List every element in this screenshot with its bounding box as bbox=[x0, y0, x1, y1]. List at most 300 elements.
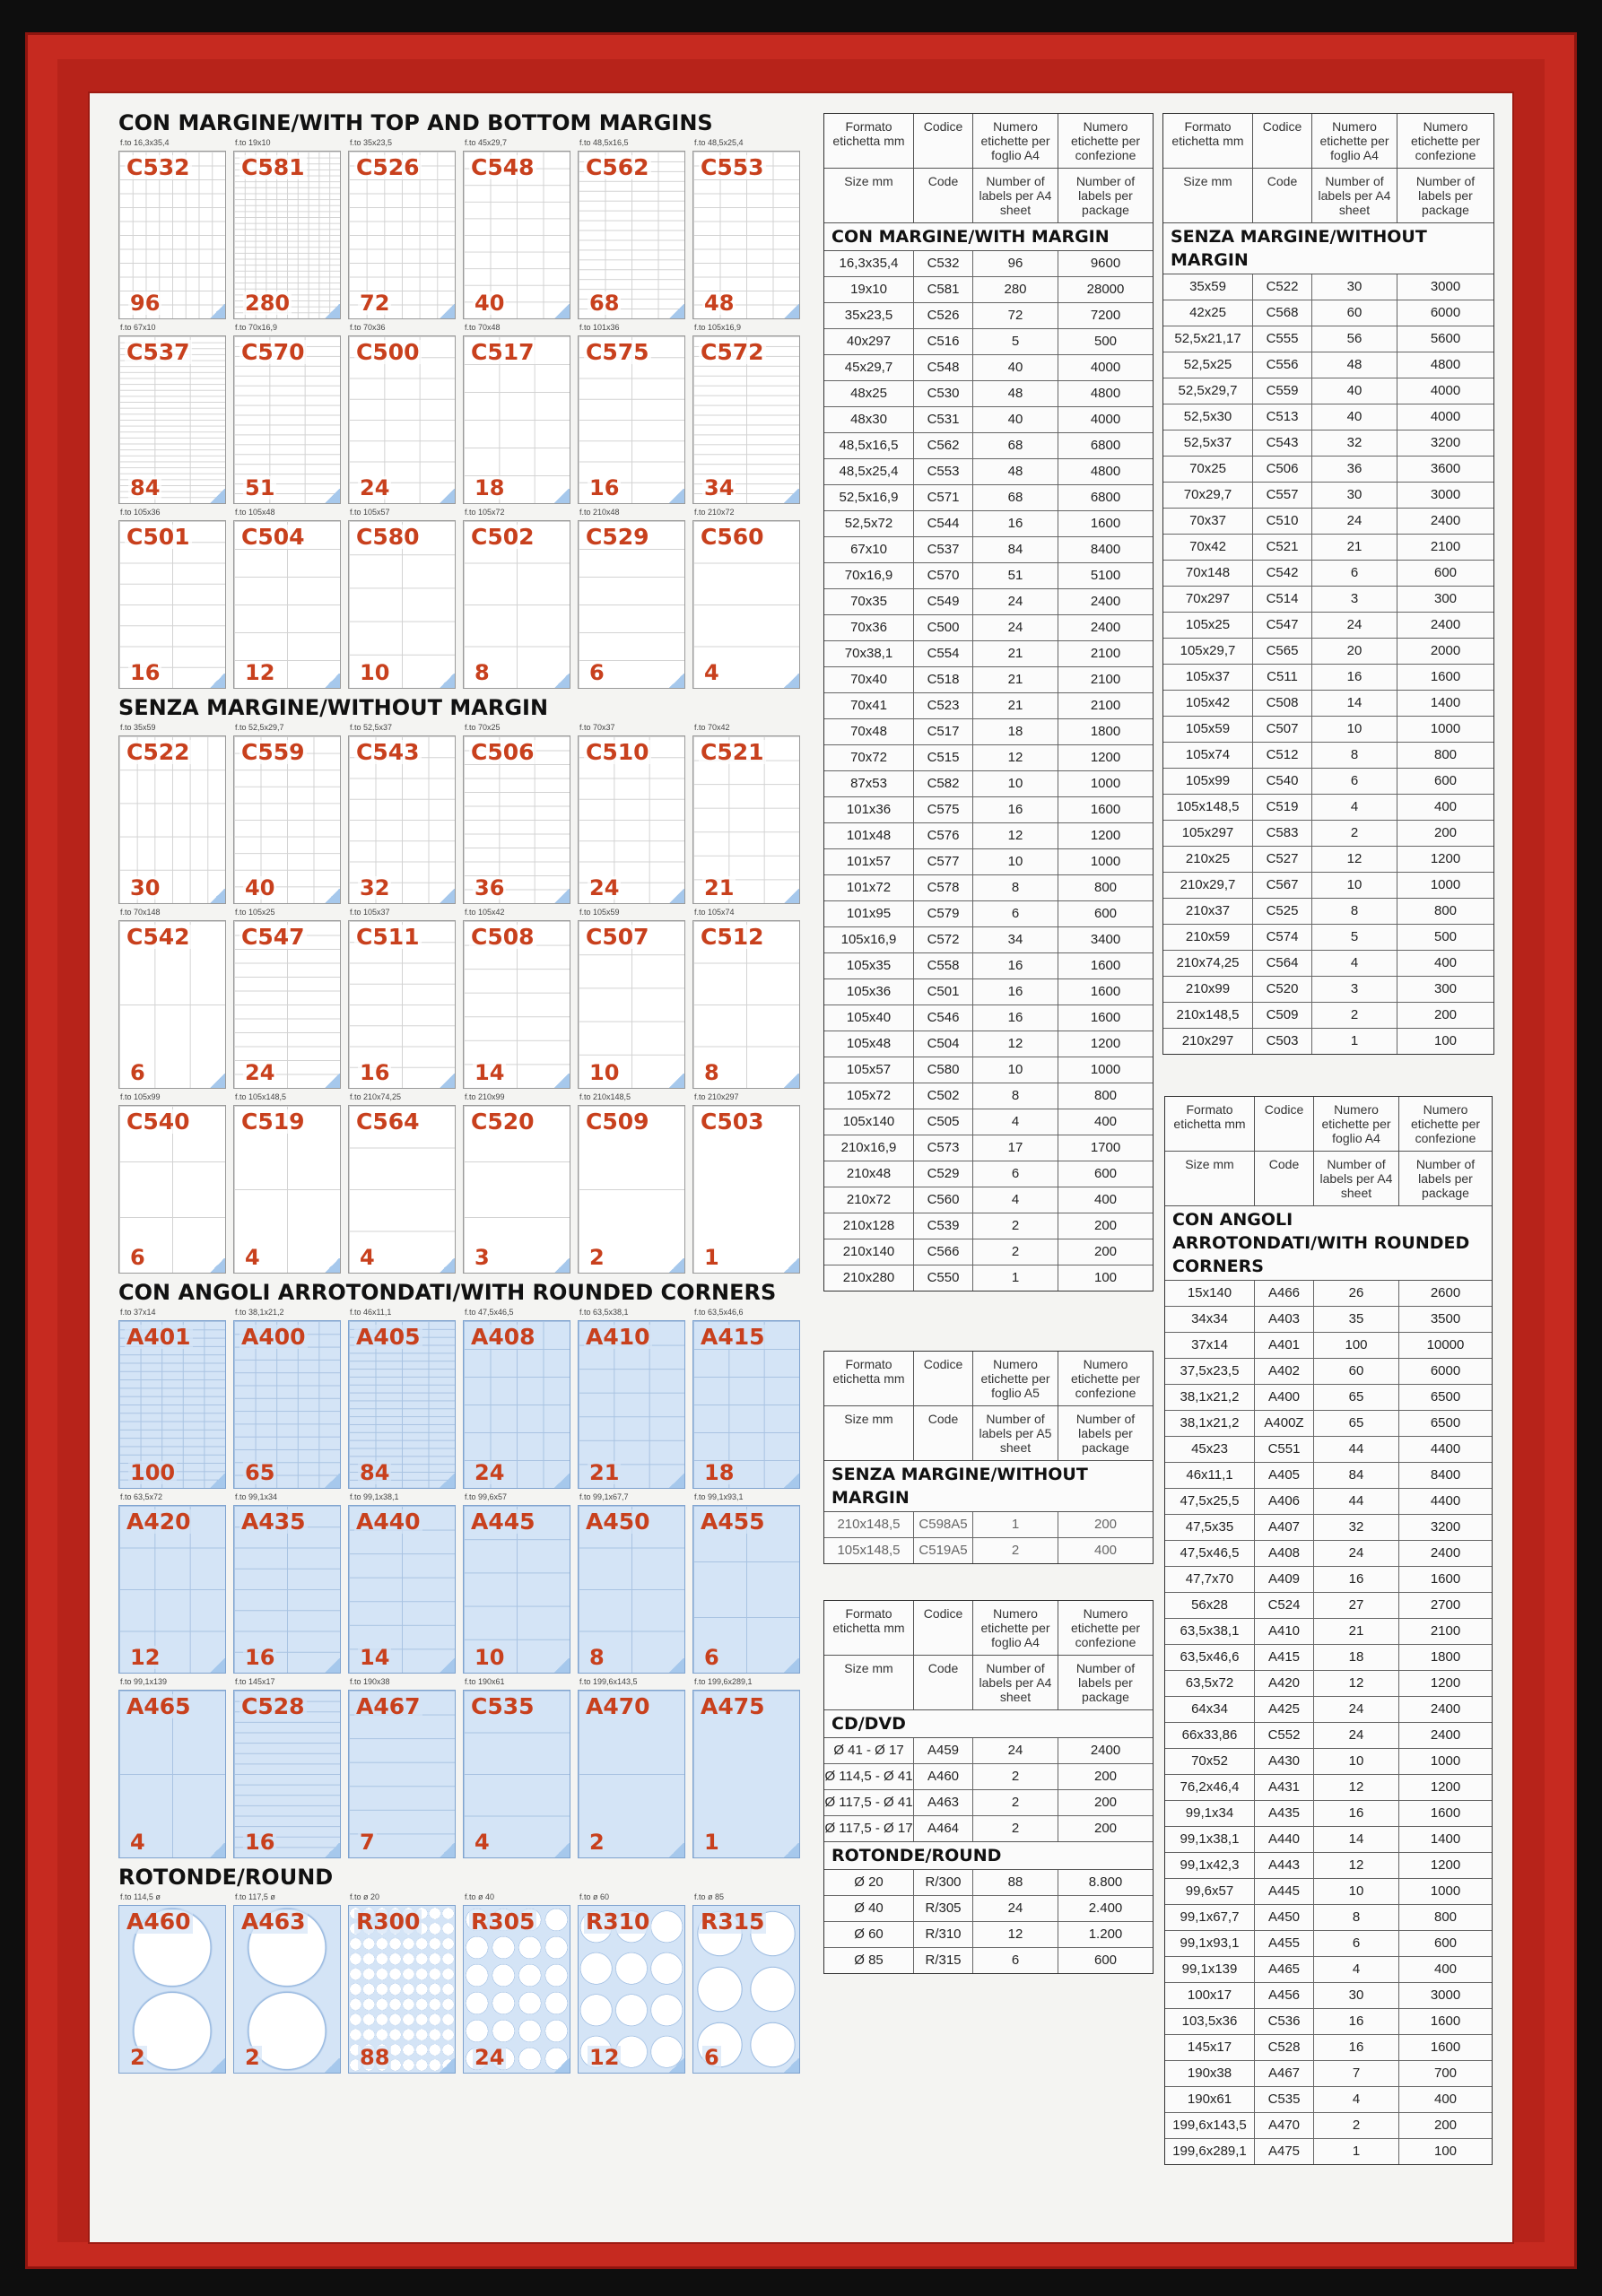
label-sheet bbox=[463, 1690, 570, 1858]
table-cell: 1600 bbox=[1090, 958, 1121, 973]
label-code: C501 bbox=[126, 524, 190, 550]
label-code: C570 bbox=[241, 339, 305, 365]
table-cell: C567 bbox=[1253, 873, 1312, 898]
table-cell: C549 bbox=[914, 589, 973, 614]
section-title: CON MARGINE/WITH TOP AND BOTTOM MARGINS bbox=[118, 110, 713, 135]
label-size-caption: f.to 48,5x25,4 bbox=[694, 138, 744, 147]
label-code: C507 bbox=[586, 924, 649, 950]
section-title: ROTONDE/ROUND bbox=[118, 1865, 334, 1890]
label-count: 72 bbox=[360, 291, 390, 316]
label-count: 18 bbox=[475, 475, 505, 500]
table-cell: A465 bbox=[1255, 1957, 1314, 1982]
label-sheet bbox=[233, 1905, 341, 2074]
table-cell: A408 bbox=[1255, 1541, 1314, 1566]
table-row bbox=[1165, 1801, 1492, 1827]
table-cell: 16 bbox=[973, 979, 1058, 1004]
header-cell: Numero etichette per foglio A4 bbox=[1312, 114, 1397, 169]
label-size-caption: f.to 19x10 bbox=[235, 138, 271, 147]
label-code: A440 bbox=[356, 1509, 421, 1535]
label-size-caption: f.to 38,1x21,2 bbox=[235, 1308, 284, 1317]
label-sheet bbox=[348, 735, 456, 904]
header-cell: Numero etichette per confezione bbox=[1058, 1601, 1153, 1656]
label-count: 24 bbox=[589, 875, 620, 900]
header-cell: Number of labels per A4 sheet bbox=[973, 1656, 1058, 1710]
table-row bbox=[1165, 1697, 1492, 1723]
label-count: 96 bbox=[130, 291, 161, 316]
table-cell: 4800 bbox=[1090, 386, 1121, 401]
table-with-margin bbox=[823, 113, 1154, 1292]
header-cell: Numero etichette per confezione bbox=[1397, 114, 1493, 169]
table-cell: 210x48 bbox=[824, 1161, 914, 1187]
label-size-caption: f.to 70x148 bbox=[120, 908, 161, 917]
table-cell: C547 bbox=[1253, 613, 1312, 638]
table-cell: 3000 bbox=[1430, 487, 1461, 502]
table-cell: 3 bbox=[1312, 977, 1397, 1002]
table-cell: 8400 bbox=[1430, 1467, 1461, 1483]
label-preview bbox=[578, 1892, 685, 2077]
table-cell: 24 bbox=[973, 1738, 1058, 1763]
table-cell: 16 bbox=[1314, 1567, 1399, 1592]
table-row bbox=[1165, 1567, 1492, 1593]
table-cell: 70x37 bbox=[1163, 509, 1253, 534]
table-cell: A467 bbox=[1255, 2061, 1314, 2086]
table-cell: 16 bbox=[1314, 1801, 1399, 1826]
table-cell: 70x38,1 bbox=[824, 641, 914, 666]
table-cell: 6500 bbox=[1430, 1389, 1461, 1405]
table-cell: 52,5x21,17 bbox=[1163, 326, 1253, 352]
label-size-caption: f.to 70x25 bbox=[465, 723, 501, 732]
label-code: A400 bbox=[241, 1324, 306, 1350]
table-cell: C531 bbox=[914, 407, 973, 432]
table-cell: 105x37 bbox=[1163, 665, 1253, 690]
table-row bbox=[824, 953, 1153, 979]
header-cell: Formato etichetta mm bbox=[1165, 1097, 1255, 1152]
table-cell: 24 bbox=[1312, 509, 1397, 534]
table-cell: 7200 bbox=[1090, 308, 1121, 323]
header-cell: Codice bbox=[914, 1601, 973, 1656]
label-count: 6 bbox=[704, 1645, 719, 1670]
table-cell: C565 bbox=[1253, 639, 1312, 664]
table-cell: 105x59 bbox=[1163, 717, 1253, 742]
page-curl-icon bbox=[209, 304, 225, 318]
table-cell: 300 bbox=[1433, 591, 1458, 606]
table-cell: 199,6x143,5 bbox=[1165, 2113, 1255, 2138]
table-cell: 4000 bbox=[1090, 360, 1121, 375]
label-sheet bbox=[578, 520, 685, 689]
label-sheet bbox=[348, 1505, 456, 1674]
label-code: C504 bbox=[241, 524, 305, 550]
page-curl-icon bbox=[324, 1658, 340, 1673]
table-cell: 800 bbox=[1433, 747, 1458, 762]
page-curl-icon bbox=[783, 1474, 799, 1488]
table-cell: C556 bbox=[1253, 352, 1312, 378]
table-row bbox=[824, 1948, 1153, 1973]
table-row bbox=[1163, 613, 1493, 639]
table-cell: 1600 bbox=[1430, 669, 1461, 684]
table-cell: 12 bbox=[973, 823, 1058, 848]
table-cell: A400 bbox=[1255, 1385, 1314, 1410]
table-cell: 24 bbox=[973, 1896, 1058, 1921]
table-cell: 52,5x37 bbox=[1163, 430, 1253, 456]
label-size-caption: f.to 70x42 bbox=[694, 723, 730, 732]
table-body bbox=[824, 1738, 1153, 1841]
table-cell: 70x297 bbox=[1163, 587, 1253, 612]
label-sheet bbox=[348, 1905, 456, 2074]
table-cell: 56 bbox=[1312, 326, 1397, 352]
table-cell: 105x29,7 bbox=[1163, 639, 1253, 664]
table-cell: 70x48 bbox=[824, 719, 914, 744]
table-cell: R/315 bbox=[914, 1948, 973, 1973]
table-cell: C503 bbox=[1253, 1029, 1312, 1054]
label-preview bbox=[348, 508, 456, 692]
table-cell: 64x34 bbox=[1165, 1697, 1255, 1722]
table-row bbox=[1165, 1333, 1492, 1359]
table-cell: C510 bbox=[1253, 509, 1312, 534]
table-cell: 8.800 bbox=[1088, 1874, 1123, 1890]
table-row bbox=[824, 1790, 1153, 1816]
table-cell: 40 bbox=[1312, 378, 1397, 404]
table-cell: 145x17 bbox=[1165, 2035, 1255, 2060]
table-cell: 105x297 bbox=[1163, 821, 1253, 846]
table-row bbox=[824, 641, 1153, 667]
table-cell: 2 bbox=[1312, 821, 1397, 846]
table-cell: 3000 bbox=[1430, 1987, 1461, 2003]
page-curl-icon bbox=[439, 1258, 455, 1273]
table-row bbox=[1165, 1853, 1492, 1879]
label-count: 24 bbox=[360, 475, 390, 500]
table-cell: Ø 117,5 - Ø 17 bbox=[824, 1816, 914, 1841]
table-cell: 5 bbox=[1312, 925, 1397, 950]
table-row bbox=[1163, 925, 1493, 951]
table-cell: 105x148,5 bbox=[1163, 795, 1253, 820]
table-cell: C517 bbox=[914, 719, 973, 744]
table-row bbox=[1165, 2035, 1492, 2061]
table-cell: 37,5x23,5 bbox=[1165, 1359, 1255, 1384]
table-cell: 2100 bbox=[1430, 1623, 1461, 1639]
label-size-caption: f.to 105x48 bbox=[235, 508, 275, 517]
table-row bbox=[824, 1135, 1153, 1161]
table-cell: 40x297 bbox=[824, 329, 914, 354]
table-cell: 400 bbox=[1433, 1961, 1458, 1977]
table-cell: 10000 bbox=[1426, 1337, 1465, 1352]
table-cell: C516 bbox=[914, 329, 973, 354]
page-curl-icon bbox=[783, 1658, 799, 1673]
label-code: A435 bbox=[241, 1509, 306, 1535]
table-cell: C505 bbox=[914, 1109, 973, 1135]
table-cell: C580 bbox=[914, 1057, 973, 1083]
table-cell: C506 bbox=[1253, 457, 1312, 482]
header-cell: Number of labels per package bbox=[1399, 1152, 1492, 1206]
table-row bbox=[1163, 691, 1493, 717]
table-row bbox=[824, 537, 1153, 563]
table-row bbox=[824, 1109, 1153, 1135]
table-cell: 51 bbox=[973, 563, 1058, 588]
label-grid bbox=[118, 723, 831, 1277]
label-size-caption: f.to ø 20 bbox=[350, 1892, 380, 1901]
table-cell: A435 bbox=[1255, 1801, 1314, 1826]
table-cell: C568 bbox=[1253, 300, 1312, 326]
label-count: 12 bbox=[130, 1645, 161, 1670]
table-header bbox=[1163, 114, 1493, 223]
table-cell: C532 bbox=[914, 251, 973, 276]
table-cell: 400 bbox=[1433, 799, 1458, 814]
label-preview bbox=[233, 1092, 341, 1277]
table-cell: C540 bbox=[1253, 769, 1312, 794]
table-cell: 16 bbox=[973, 511, 1058, 536]
table-cell: 36 bbox=[1312, 457, 1397, 482]
label-sheet bbox=[578, 1905, 685, 2074]
label-sheet bbox=[118, 1690, 226, 1858]
label-size-caption: f.to 114,5 ø bbox=[120, 1892, 161, 1901]
table-row bbox=[1165, 1515, 1492, 1541]
table-cell: 70x40 bbox=[824, 667, 914, 692]
table-cell: 3600 bbox=[1430, 461, 1461, 476]
table-body-round bbox=[824, 1870, 1153, 1973]
table-row bbox=[1165, 1983, 1492, 2009]
table-cell: 4000 bbox=[1430, 383, 1461, 398]
label-size-caption: f.to 70x36 bbox=[350, 323, 386, 332]
table-row bbox=[1165, 1827, 1492, 1853]
table-row bbox=[1163, 404, 1493, 430]
label-size-caption: f.to 99,1x93,1 bbox=[694, 1492, 744, 1501]
table-cell: 1800 bbox=[1090, 724, 1121, 739]
table-row bbox=[1163, 587, 1493, 613]
header-cell: Number of labels per package bbox=[1058, 1656, 1153, 1710]
table-row bbox=[824, 1187, 1153, 1213]
label-count: 16 bbox=[130, 660, 161, 685]
table-cell: 34x34 bbox=[1165, 1307, 1255, 1332]
label-count: 2 bbox=[589, 1245, 605, 1270]
table-cell: 105x40 bbox=[824, 1005, 914, 1031]
label-size-caption: f.to 210x99 bbox=[465, 1092, 505, 1101]
label-sheet bbox=[578, 335, 685, 504]
table-cell: C553 bbox=[914, 459, 973, 484]
page-curl-icon bbox=[324, 304, 340, 318]
table-cell: 6 bbox=[973, 1161, 1058, 1187]
label-size-caption: f.to 35x59 bbox=[120, 723, 156, 732]
label-sheet bbox=[692, 1105, 800, 1274]
table-cell: 70x25 bbox=[1163, 457, 1253, 482]
label-code: C542 bbox=[126, 924, 190, 950]
table-header bbox=[824, 1601, 1153, 1710]
table-cell: 2400 bbox=[1430, 1545, 1461, 1561]
table-cell: C562 bbox=[914, 433, 973, 458]
page-curl-icon bbox=[668, 489, 684, 503]
table-row bbox=[1165, 2113, 1492, 2139]
table-cell: C543 bbox=[1253, 430, 1312, 456]
table-cell: 6 bbox=[973, 901, 1058, 926]
page-curl-icon bbox=[553, 1258, 570, 1273]
table-cell: 190x61 bbox=[1165, 2087, 1255, 2112]
label-size-caption: f.to 105x99 bbox=[120, 1092, 161, 1101]
table-cell: A456 bbox=[1255, 1983, 1314, 2008]
label-code: C526 bbox=[356, 154, 420, 180]
table-cell: C518 bbox=[914, 667, 973, 692]
table-cell: C537 bbox=[914, 537, 973, 562]
label-size-caption: f.to 210x48 bbox=[579, 508, 620, 517]
label-size-caption: f.to 105x57 bbox=[350, 508, 390, 517]
table-cell: C555 bbox=[1253, 326, 1312, 352]
table-cell: 17 bbox=[973, 1135, 1058, 1161]
label-sheet bbox=[233, 1320, 341, 1489]
table-cell: A402 bbox=[1255, 1359, 1314, 1384]
table-row bbox=[824, 1057, 1153, 1083]
table-cell: C519A5 bbox=[914, 1538, 973, 1563]
table-cell: 65 bbox=[1314, 1411, 1399, 1436]
table-cell: 200 bbox=[1433, 1007, 1458, 1022]
table-row bbox=[1163, 274, 1493, 300]
table-cell: A401 bbox=[1255, 1333, 1314, 1358]
table-cell: 10 bbox=[1314, 1879, 1399, 1904]
table-cell: 6 bbox=[1312, 561, 1397, 586]
table-cell: C574 bbox=[1253, 925, 1312, 950]
table-cell: 800 bbox=[1433, 903, 1458, 918]
table-cell: 2400 bbox=[1430, 1727, 1461, 1743]
table-row bbox=[1165, 1281, 1492, 1307]
table-row bbox=[824, 797, 1153, 823]
label-preview bbox=[463, 1092, 570, 1277]
table-row bbox=[824, 1161, 1153, 1187]
label-preview bbox=[348, 1492, 456, 1677]
table-cell: 48,5x16,5 bbox=[824, 433, 914, 458]
table-without-margin bbox=[1162, 113, 1494, 1055]
label-code: C502 bbox=[471, 524, 535, 550]
header-cell: Number of labels per A4 sheet bbox=[1314, 1152, 1399, 1206]
table-cell: 6 bbox=[1314, 1931, 1399, 1956]
table-cell: 210x128 bbox=[824, 1213, 914, 1239]
table-cell: 200 bbox=[1093, 1821, 1118, 1836]
table-cell: A425 bbox=[1255, 1697, 1314, 1722]
label-preview bbox=[578, 508, 685, 692]
table-cell: 210x280 bbox=[824, 1265, 914, 1291]
label-sheet bbox=[348, 920, 456, 1089]
table-cell: C511 bbox=[1253, 665, 1312, 690]
table-cell: 200 bbox=[1093, 1769, 1118, 1784]
table-cell: A466 bbox=[1255, 1281, 1314, 1306]
label-count: 1 bbox=[704, 1830, 719, 1855]
label-sheet bbox=[692, 335, 800, 504]
table-cell: 400 bbox=[1093, 1543, 1118, 1558]
table-cell: 70x148 bbox=[1163, 561, 1253, 586]
table-cell: 100 bbox=[1314, 1333, 1399, 1358]
table-row bbox=[824, 1083, 1153, 1109]
label-preview bbox=[692, 1892, 800, 2077]
table-cell: 4 bbox=[1314, 2087, 1399, 2112]
table-cell: 2 bbox=[973, 1764, 1058, 1789]
section-title: SENZA MARGINE/WITHOUT MARGIN bbox=[118, 695, 549, 720]
table-cell: 190x38 bbox=[1165, 2061, 1255, 2086]
header-cell: Numero etichette per foglio A4 bbox=[973, 114, 1058, 169]
label-size-caption: f.to 105x42 bbox=[465, 908, 505, 917]
header-cell: Code bbox=[1255, 1152, 1314, 1206]
table-cell: R/300 bbox=[914, 1870, 973, 1895]
table-cell: A470 bbox=[1255, 2113, 1314, 2138]
table-cell: 9600 bbox=[1090, 256, 1121, 271]
label-size-caption: f.to 63,5x38,1 bbox=[579, 1308, 629, 1317]
table-cell: C577 bbox=[914, 849, 973, 874]
label-code: A470 bbox=[586, 1693, 650, 1719]
label-code: A420 bbox=[126, 1509, 191, 1535]
table-cell: 2400 bbox=[1430, 513, 1461, 528]
table-cell: C544 bbox=[914, 511, 973, 536]
header-cell: Size mm bbox=[1163, 169, 1253, 223]
table-cell: C564 bbox=[1253, 951, 1312, 976]
page-curl-icon bbox=[783, 1843, 799, 1857]
table-row bbox=[824, 615, 1153, 641]
table-cell: 87x53 bbox=[824, 771, 914, 796]
table-cell: 600 bbox=[1093, 1952, 1118, 1968]
table-row bbox=[1165, 1593, 1492, 1619]
table-cell: 5100 bbox=[1090, 568, 1121, 583]
table-cell: C579 bbox=[914, 901, 973, 926]
label-count: 280 bbox=[245, 291, 291, 316]
table-row bbox=[1163, 535, 1493, 561]
page-curl-icon bbox=[209, 1658, 225, 1673]
table-cell: 400 bbox=[1093, 1114, 1118, 1129]
page-curl-icon bbox=[553, 674, 570, 688]
label-code: A408 bbox=[471, 1324, 535, 1350]
table-cell: A407 bbox=[1255, 1515, 1314, 1540]
label-count: 12 bbox=[245, 660, 275, 685]
table-cell: A430 bbox=[1255, 1749, 1314, 1774]
table-cell: 99,6x57 bbox=[1165, 1879, 1255, 1904]
label-code: C540 bbox=[126, 1109, 190, 1135]
label-size-caption: f.to 47,5x46,5 bbox=[465, 1308, 514, 1317]
table-cell: C559 bbox=[1253, 378, 1312, 404]
header-cell: Code bbox=[914, 1406, 973, 1461]
label-count: 16 bbox=[245, 1830, 275, 1855]
table-cell: 105x72 bbox=[824, 1083, 914, 1109]
label-count: 18 bbox=[704, 1460, 735, 1485]
table-cell: 4 bbox=[1314, 1957, 1399, 1982]
label-code: C512 bbox=[701, 924, 764, 950]
page-curl-icon bbox=[668, 1658, 684, 1673]
header-cell: Number of labels per package bbox=[1058, 169, 1153, 223]
label-code: R305 bbox=[471, 1909, 535, 1935]
label-count: 3 bbox=[475, 1245, 490, 1270]
table-cell: 1600 bbox=[1430, 2039, 1461, 2055]
label-size-caption: f.to 101x36 bbox=[579, 323, 620, 332]
table-cell: 32 bbox=[1312, 430, 1397, 456]
table-cell: 105x74 bbox=[1163, 743, 1253, 768]
label-code: C535 bbox=[471, 1693, 535, 1719]
page-curl-icon bbox=[209, 489, 225, 503]
table-cell: 4800 bbox=[1430, 357, 1461, 372]
table-cell: 14 bbox=[1314, 1827, 1399, 1852]
table-cell: 210x148,5 bbox=[1163, 1003, 1253, 1028]
table-cell: A406 bbox=[1255, 1489, 1314, 1514]
label-sheet bbox=[692, 920, 800, 1089]
label-count: 6 bbox=[130, 1245, 145, 1270]
table-cell: 8 bbox=[973, 875, 1058, 900]
table-cell: 66x33,86 bbox=[1165, 1723, 1255, 1748]
label-count: 8 bbox=[589, 1645, 605, 1670]
table-cell: 6 bbox=[1312, 769, 1397, 794]
label-sheet bbox=[118, 520, 226, 689]
label-code: C562 bbox=[586, 154, 649, 180]
table-cell: 10 bbox=[973, 1057, 1058, 1083]
label-count: 51 bbox=[245, 475, 275, 500]
label-sheet bbox=[692, 1905, 800, 2074]
table-cell: A420 bbox=[1255, 1671, 1314, 1696]
label-count: 84 bbox=[130, 475, 161, 500]
table-row bbox=[824, 1031, 1153, 1057]
table-cell: 48 bbox=[1312, 352, 1397, 378]
table-cell: 8 bbox=[1312, 743, 1397, 768]
table-cell: 101x95 bbox=[824, 901, 914, 926]
table-cell: 500 bbox=[1093, 334, 1118, 349]
label-code: R315 bbox=[701, 1909, 765, 1935]
